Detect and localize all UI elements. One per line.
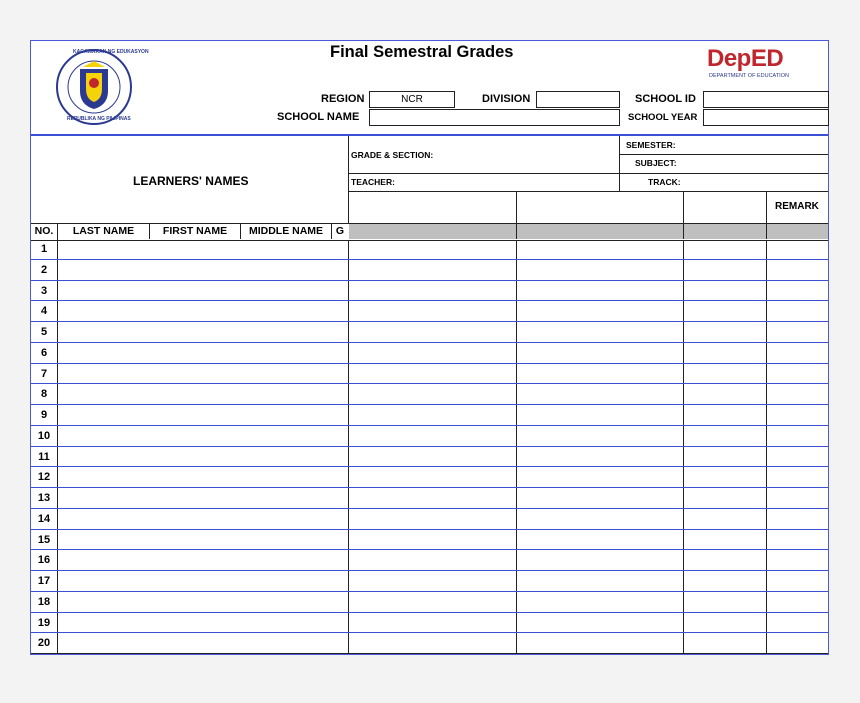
row-number: 2: [40, 263, 48, 276]
info-line-semester: [619, 154, 828, 155]
table-row[interactable]: [31, 530, 828, 551]
row-number: 5: [40, 326, 48, 338]
info-line-1: [348, 173, 828, 174]
table-row[interactable]: [31, 281, 828, 302]
school-name-field[interactable]: [369, 109, 620, 126]
track-label: TRACK:: [648, 177, 681, 187]
region-value: NCR: [401, 94, 423, 105]
info-vert-divider: [619, 136, 620, 191]
school-year-field[interactable]: [703, 109, 829, 126]
region-label: REGION: [321, 93, 365, 105]
remark-label: REMARK: [775, 201, 819, 212]
table-row[interactable]: [31, 550, 828, 571]
row-number: 15: [37, 533, 51, 546]
col-header-last-name: LAST NAME: [72, 225, 135, 237]
row-number: 13: [37, 492, 51, 504]
row-number: 7: [40, 367, 48, 380]
table-row[interactable]: [31, 447, 828, 468]
school-id-field[interactable]: [703, 91, 829, 108]
row-number: 9: [40, 409, 48, 421]
table-row[interactable]: [31, 405, 828, 426]
division-label: DIVISION: [482, 93, 531, 105]
row-number: 1: [40, 243, 48, 255]
row-number: 8: [40, 388, 48, 401]
table-row[interactable]: [31, 426, 828, 447]
row-number: 10: [37, 429, 51, 442]
table-row[interactable]: [31, 633, 828, 654]
header-divider: [31, 134, 828, 136]
row-number: 20: [37, 637, 51, 650]
school-name-label: SCHOOL NAME: [277, 111, 360, 123]
row-number: 16: [37, 554, 51, 567]
table-row[interactable]: [31, 571, 828, 592]
seal-text-bottom: REPUBLIKA NG PILIPINAS: [67, 116, 131, 122]
hdr-div-a: [516, 224, 517, 239]
subject-label: SUBJECT:: [635, 158, 677, 168]
table-row[interactable]: [31, 239, 828, 260]
row-number: 4: [40, 305, 48, 318]
deped-seal-logo: [53, 47, 135, 127]
region-field[interactable]: [369, 91, 455, 108]
grade-sheet: [30, 40, 829, 655]
school-year-label: SCHOOL YEAR: [628, 112, 698, 123]
hdr-div-c: [766, 224, 767, 239]
col-header-middle-name: MIDDLE NAME: [248, 225, 324, 237]
table-row[interactable]: [31, 467, 828, 488]
learners-names-label: LEARNERS' NAMES: [133, 174, 249, 188]
page-title: Final Semestral Grades: [330, 43, 514, 61]
row-number: 11: [38, 450, 50, 463]
row-number: 17: [37, 575, 51, 587]
grade-section-label: GRADE & SECTION:: [351, 150, 434, 160]
seal-text-top: KAGAWARAN NG EDUKASYON: [73, 49, 149, 55]
table-row[interactable]: [31, 384, 828, 405]
deped-logo: [707, 45, 819, 85]
semester-label: SEMESTER:: [626, 140, 676, 150]
row-number: 12: [37, 471, 51, 484]
table-row[interactable]: [31, 488, 828, 509]
info-line-2: [348, 191, 828, 192]
division-field[interactable]: [536, 91, 620, 108]
table-row[interactable]: [31, 260, 828, 281]
col-header-gender: G: [335, 225, 345, 237]
deped-logo-text: DepED: [707, 45, 784, 72]
row-number: 3: [40, 284, 48, 297]
table-row[interactable]: [31, 613, 828, 634]
table-row[interactable]: [31, 322, 828, 343]
hdr-div-b: [683, 224, 684, 239]
row-number: 6: [40, 346, 48, 359]
table-row[interactable]: [31, 343, 828, 364]
grade-header-shade: [349, 224, 828, 239]
row-number: 18: [37, 595, 51, 608]
teacher-label: TEACHER:: [351, 177, 395, 187]
school-id-label: SCHOOL ID: [635, 93, 696, 105]
col-header-first-name: FIRST NAME: [162, 225, 228, 237]
table-row[interactable]: [31, 592, 828, 613]
table-row[interactable]: [31, 364, 828, 385]
row-number: 14: [37, 512, 51, 525]
table-row[interactable]: [31, 301, 828, 322]
row-number: 19: [37, 616, 51, 629]
col-header-no: NO.: [34, 225, 54, 237]
table-row[interactable]: [31, 509, 828, 530]
deped-logo-subtext: DEPARTMENT OF EDUCATION: [709, 73, 789, 79]
